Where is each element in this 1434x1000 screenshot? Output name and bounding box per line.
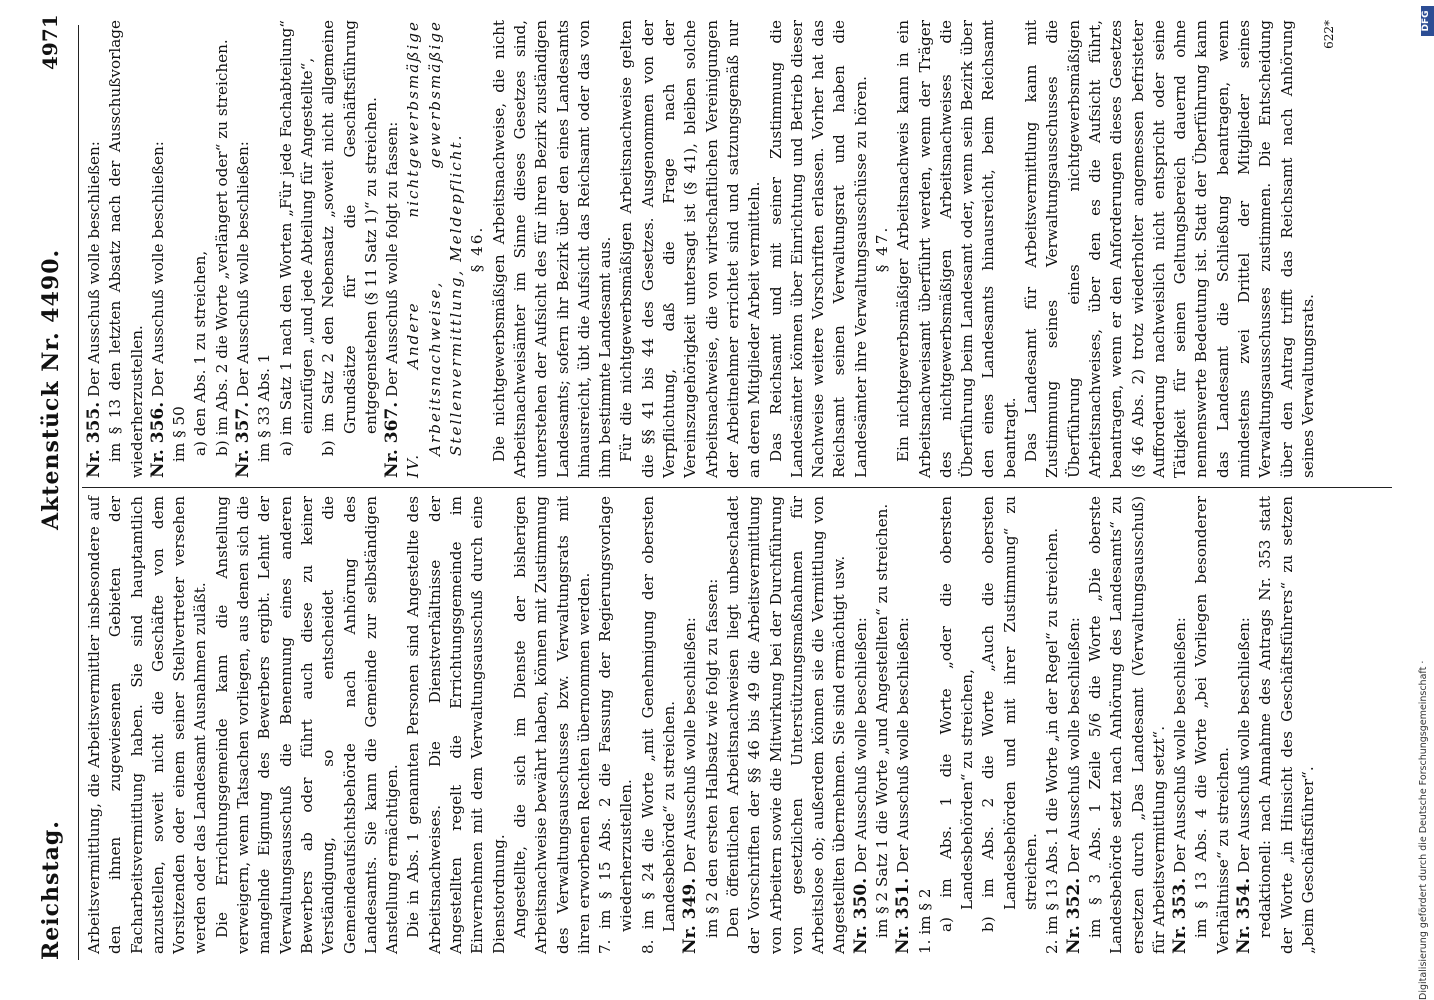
motion-number: Nr. 349. [680,877,701,954]
header-title: Aktenstück Nr. 4490. [38,248,64,530]
motion-line: im § 13 den letzten Absatz nach der Ausschußvorlage wiederherzustellen. [106,20,146,478]
motion-line: Den öffentlichen Arbeitsnachweisen liegt unbeschadet der Vorschriften der §§ 46 bis 49 die Arbeitsvermittlung von Arbeitern sowie die Mitwirkung bei der Durchführung von gesetzlichen Unterstützungsmaßnahmen für Arbeitslose ob; außerdem können sie die Vermittlung von Angestellten übernehmen. Sie sind ermächtigt usw. [723,496,849,954]
motion-text: Der Ausschuß wolle beschließen: [148,141,167,397]
paragraph: Angestellte, die sich im Dienste der bisherigen Arbeitsnachweise bewährt haben, können mit Zustimmung des Verwaltungsausschusses bzw. Verwaltungsrats mit ihren erworbenen Rechten übernommen werden. [510,496,593,954]
motion-line: a) den Abs. 1 zu streichen, [191,250,210,456]
paragraph: Das Reichsamt und mit seiner Zustimmung die Landesämter können über Einrichtung und Betrieb dieser Nachweise weitere Vorschriften erlassen. Vorher hat das Reichsamt seinen Verwaltungsrat und haben die Landesämter ihre Verwaltungsausschüsse zu hören. [766,20,870,478]
motion-number: Nr. 354. [1234,877,1255,954]
motion-line: im § 50 [170,406,189,462]
motion-line: b) im Abs. 2 die Worte „Auch die obersten Landesbehörden und mit ihrer Zustimmung“ zu streichen. [979,496,1041,932]
motion-text: Der Ausschuß wolle beschließen: [1171,617,1190,873]
list-item: 7. im § 15 Abs. 2 die Fassung der Regierungsvorlage wiederherzustellen. [596,496,636,954]
motion-line: a) im Abs. 1 die Worte „oder die obersten Landesbehörden“ zu streichen, [936,496,977,932]
left-column [84,496,1319,954]
header-left: Reichstag. [38,820,64,960]
motion-text: Der Ausschuß wolle beschließen: [85,141,103,397]
motion-text: Der Ausschuß wolle beschließen: [1235,617,1254,873]
paragraph: Die Errichtungsgemeinde kann die Anstellung verweigern, wenn Tatsachen vorliegen, aus denen sich die mangelnde Eignung des Bewerbers ergibt. Lehnt der Verwaltungsausschuß die Benennung eines anderen Bewerbers ab oder führt auch diese zu keiner Verständigung, so entscheidet die Gemeindeaufsichtsbehörde nach Anhörung des Landesamts. Sie kann die Gemeinde zur selbständigen Anstellung ermächtigen. [212,496,402,954]
section-heading: § 47. [872,225,891,273]
section-heading: § 46. [468,225,487,273]
paragraph: Die in Abs. 1 genannten Personen sind Angestellte des Arbeitsnachweises. Die Dienstverhältnisse der Angestellten regelt die Errichtungsgemeinde im Einvernehmen mit dem Verwaltungsausschuß durch eine Dienstordnung. [404,496,508,954]
list-item: 8. im § 24 die Worte „mit Genehmigung der obersten Landesbehörde“ zu streichen. [638,496,679,954]
motion-text: Der Ausschuß wolle beschließen: [1064,617,1083,873]
motion-line: im § 2 den ersten Halbsatz wie folgt zu fassen: [702,578,721,938]
motion-355 [84,20,105,478]
motion-367 [382,20,403,478]
dfg-logo-text: DFG [1421,10,1431,32]
right-column [84,20,1341,478]
column-divider [82,487,1392,488]
motion-number: Nr. 356. [147,401,168,478]
funding-note: Digitalisierung gefördert durch die Deutsche Forschungsgemeinschaft · [1418,660,1429,1000]
motion-line: a) im Satz 1 nach den Worten „Für jede Fachabteilung“ einzufügen „und jede Abteilung für Angestellte“, [276,20,316,456]
motion-line: im § 2 Satz 1 die Worte „und Angestellten“ zu streichen. [872,503,891,938]
motion-353 [1170,496,1191,954]
motion-number: Nr. 367. [382,401,403,478]
motion-number: Nr. 352. [1063,877,1084,954]
motion-line: redaktionell: nach Annahme des Antrags Nr. 353 statt der Worte „in Hinsicht des Geschäftsführers“ zu setzen „beim Geschäftsführer“. [1256,496,1317,954]
motion-line: 2. im § 13 Abs. 1 die Worte „in der Regel“ zu streichen. [1043,527,1062,954]
page-number: 4971 [38,14,62,70]
motion-line: im § 33 Abs. 1 [255,353,274,462]
header-rule [78,25,79,960]
paragraph: Für die nichtgewerbsmäßigen Arbeitsnachweise gelten die §§ 41 bis 44 des Gesetzes. Ausgenommen von der Verpflichtung, daß die Frage nach der Vereinszugehörigkeit untersagt ist (§ 41), bleiben solche Arbeitsnachweise, die von wirtschaftlichen Vereinigungen der Arbeitnehmer errichtet sind und satzungsgemäß nur an deren Mitglieder Arbeit vermitteln. [617,20,764,478]
motion-number: Nr. 351. [893,877,914,954]
motion-line: b) im Abs. 2 die Worte „verlängert oder“ zu streichen. [212,39,231,456]
motion-number: Nr. 357. [233,401,254,478]
motion-354 [1234,496,1255,954]
motion-text: Der Ausschuß wolle beschließen: [894,617,913,873]
paragraph: Die nichtgewerbsmäßigen Arbeitsnachweise, die nicht Arbeitsnachweisämter im Sinne dieses Gesetzes sind, unterstehen der Aufsicht des für ihren Bezirk zuständigen Landesamts; sofern ihr Bezirk über den eines Landesamts hinausreicht, übt die Aufsicht das Reichsamt oder das von ihm bestimmte Landesamt aus. [489,20,615,478]
motion-number: Nr. 355. [84,401,104,478]
motion-line: im § 3 Abs. 1 Zeile 5/6 die Worte „Die oberste Landesbehörde setzt nach Anhörung des Landesamts“ zu ersetzen durch „Das Landesamt (Verwaltungsausschuß) für Arbeitsvermittlung setzt“. [1085,496,1168,954]
motion-356 [148,20,169,478]
motion-351 [893,496,914,954]
motion-number: Nr. 353. [1170,877,1191,954]
motion-350 [851,496,872,954]
motion-352 [1064,496,1085,954]
motion-line: im § 13 Abs. 4 die Worte „bei Vorliegen besonderer Verhältnisse“ zu streichen. [1192,496,1232,954]
motion-text: Der Ausschuß wolle folgt zu fassen: [383,121,402,397]
dfg-logo [1421,6,1434,36]
motion-357 [233,20,254,478]
paragraph: Arbeitsvermittlung, die Arbeitsvermittler insbesondere auf den ihnen zugewiesenen Gebieten der Facharbeitsvermittlung haben. Sie sind hauptamtlich anzustellen, soweit nicht die Geschäfte von dem Vorsitzenden oder einem seiner Stellvertreter versehen werden oder das Landesamt Ausnahmen zuläßt. [85,496,210,954]
page-header [38,0,78,1000]
digitization-sidebar [1418,0,1434,1000]
signature-mark: 622* [1322,20,1337,49]
motion-line: 1. im § 2 [915,888,934,954]
motion-349 [680,496,701,954]
motion-text: Der Ausschuß wolle beschließen: [234,141,253,397]
paragraph: Ein nichtgewerbsmäßiger Arbeitsnachweis kann in ein Arbeitsnachweisamt überführt werden, wenn der Träger des nichtgewerbsmäßigen Arbeitsnachweises die Überführung beim Landesamt oder, wenn sein Bezirk über den eines Landesamts hinausreicht, beim Reichsamt beantragt. [894,20,1019,478]
paragraph: Das Landesamt für Arbeitsvermittlung kann mit Zustimmung seines Verwaltungsausschusses die Überführung eines nichtgewerbsmäßigen Arbeitsnachweises, über den es die Aufsicht führt, beantragen, wenn er den Anforderungen dieses Gesetzes (§ 46 Abs. 2) trotz wiederholter angemessen befristeter Aufforderung nachweislich nicht entspricht oder seine Tätigkeit für seinen Geltungsbereich dauernd ohne nennenswerte Bedeutung ist. Statt der Überführung kann das Landesamt die Schließung beantragen, wenn mindestens zwei Drittel der Mitglieder seines Verwaltungsausschusses zustimmen. Die Entscheidung über den Antrag trifft das Reichsamt nach Anhörung seines Verwaltungsrats. [1022,20,1317,478]
motion-number: Nr. 350. [850,877,871,954]
motion-line: b) im Satz 2 den Nebensatz „soweit nicht allgemeine Grundsätze für die Geschäftsführung entgegenstehen (§ 11 Satz 1)“ zu streichen. [319,20,380,456]
motion-text: Der Ausschuß wolle beschließen: [851,617,870,873]
section-title: IV. Andere nichtgewerbsmäßige Arbeitsnachweise, gewerbsmäßige Stellenvermittlung, Meldepflicht. [404,20,466,478]
motion-text: Der Ausschuß wolle beschließen: [681,617,700,873]
